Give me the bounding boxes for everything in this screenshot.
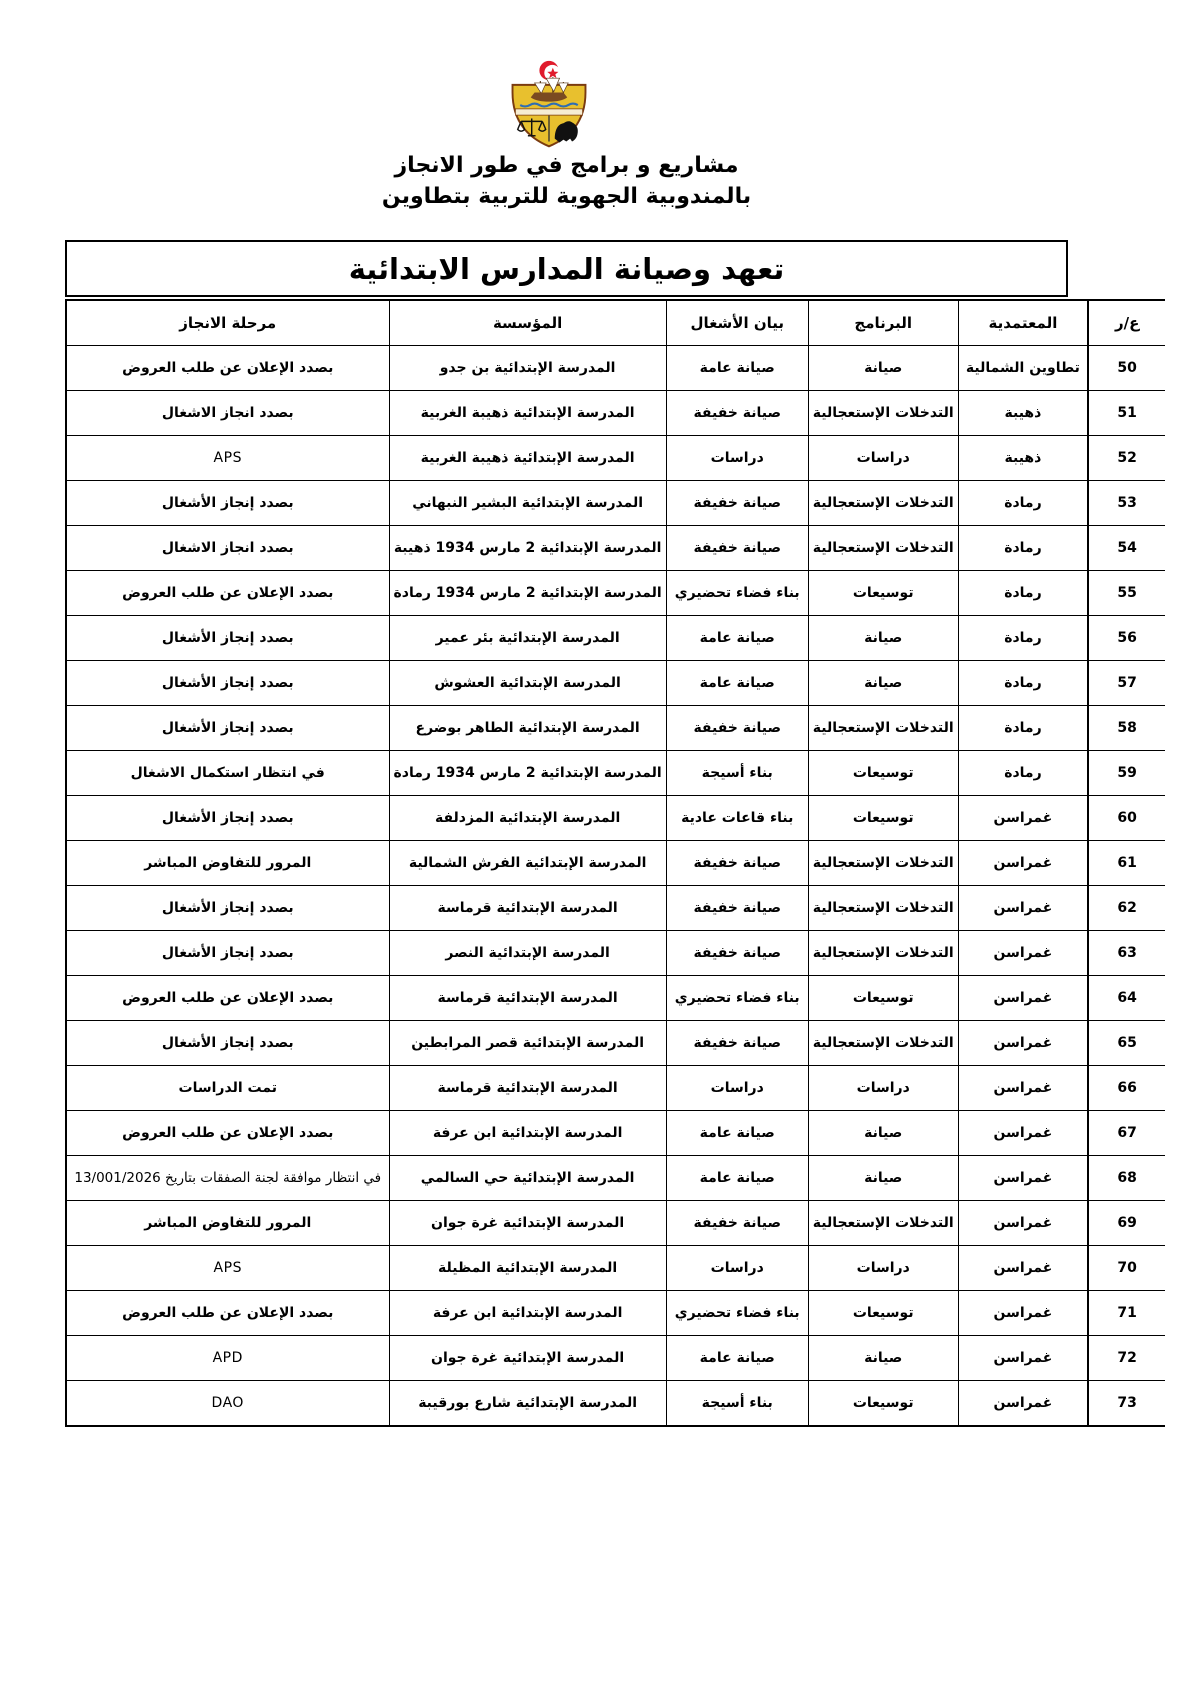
cell-num: 67 [1088,1111,1165,1156]
cell-num: 57 [1088,661,1165,706]
cell-stage: APS [66,436,389,481]
cell-works: صيانة خفيفة [666,886,808,931]
cell-delegation: غمراسن [958,841,1088,886]
cell-num: 61 [1088,841,1165,886]
cell-stage: بصدد إنجاز الأشغال [66,931,389,976]
document-heading [65,150,1068,212]
table-header-row [66,300,1165,346]
table-title: تعهد وصيانة المدارس الابتدائية [348,251,785,286]
cell-works: صيانة عامة [666,661,808,706]
cell-delegation: رمادة [958,661,1088,706]
cell-delegation: غمراسن [958,976,1088,1021]
cell-program: توسيعات [808,1381,958,1427]
column-header-program: البرنامج [808,300,958,346]
table-row [66,1156,1165,1201]
cell-works: بناء أسيجة [666,751,808,796]
cell-works: صيانة عامة [666,1111,808,1156]
cell-works: صيانة خفيفة [666,481,808,526]
cell-institution: المدرسة الإبتدائية ابن عرفة [389,1291,666,1336]
projects-table [65,299,1165,1427]
cell-works: صيانة عامة [666,346,808,391]
table-row [66,751,1165,796]
cell-num: 71 [1088,1291,1165,1336]
table-row [66,841,1165,886]
cell-num: 51 [1088,391,1165,436]
cell-institution: المدرسة الإبتدائية المزدلفة [389,796,666,841]
cell-works: بناء قاعات عادية [666,796,808,841]
cell-institution: المدرسة الإبتدائية البشير النبهاني [389,481,666,526]
cell-program: صيانة [808,346,958,391]
cell-program: التدخلات الإستعجالية [808,931,958,976]
cell-stage: DAO [66,1381,389,1427]
cell-stage: APD [66,1336,389,1381]
cell-num: 70 [1088,1246,1165,1291]
table-row [66,1066,1165,1111]
cell-works: بناء فضاء تحضيري [666,976,808,1021]
cell-institution: المدرسة الإبتدائية ذهيبة الغربية [389,391,666,436]
cell-num: 64 [1088,976,1165,1021]
cell-delegation: غمراسن [958,1381,1088,1427]
cell-delegation: غمراسن [958,931,1088,976]
cell-institution: المدرسة الإبتدائية ابن عرفة [389,1111,666,1156]
cell-delegation: غمراسن [958,1291,1088,1336]
table-row [66,346,1165,391]
cell-delegation: غمراسن [958,796,1088,841]
cell-program: دراسات [808,436,958,481]
cell-works: صيانة عامة [666,1156,808,1201]
cell-stage: بصدد الإعلان عن طلب العروض [66,346,389,391]
cell-works: بناء فضاء تحضيري [666,1291,808,1336]
cell-institution: المدرسة الإبتدائية المظيلة [389,1246,666,1291]
cell-institution: المدرسة الإبتدائية شارع بورقيبة [389,1381,666,1427]
cell-institution: المدرسة الإبتدائية ذهيبة الغربية [389,436,666,481]
cell-stage: في انتظار موافقة لجنة الصفقات بتاريخ 13/001/2026 [66,1156,389,1201]
cell-institution: المدرسة الإبتدائية 2 مارس 1934 ذهيبة [389,526,666,571]
cell-works: صيانة خفيفة [666,1021,808,1066]
cell-program: التدخلات الإستعجالية [808,481,958,526]
cell-stage: بصدد انجاز الاشغال [66,391,389,436]
column-header-stage: مرحلة الانجاز [66,300,389,346]
cell-delegation: تطاوين الشمالية [958,346,1088,391]
table-row [66,1381,1165,1427]
cell-program: توسيعات [808,1291,958,1336]
cell-delegation: رمادة [958,571,1088,616]
cell-num: 55 [1088,571,1165,616]
cell-program: التدخلات الإستعجالية [808,1021,958,1066]
cell-stage: بصدد إنجاز الأشغال [66,886,389,931]
cell-program: صيانة [808,1111,958,1156]
cell-institution: المدرسة الإبتدائية النصر [389,931,666,976]
cell-num: 65 [1088,1021,1165,1066]
column-header-num: ع/ر [1088,300,1165,346]
cell-stage: بصدد انجاز الاشغال [66,526,389,571]
cell-num: 53 [1088,481,1165,526]
cell-num: 60 [1088,796,1165,841]
cell-delegation: رمادة [958,526,1088,571]
cell-delegation: رمادة [958,706,1088,751]
table-row [66,886,1165,931]
cell-num: 72 [1088,1336,1165,1381]
cell-works: بناء أسيجة [666,1381,808,1427]
cell-works: صيانة عامة [666,1336,808,1381]
cell-works: بناء فضاء تحضيري [666,571,808,616]
cell-stage: في انتظار استكمال الاشغال [66,751,389,796]
cell-works: صيانة خفيفة [666,841,808,886]
table-row [66,661,1165,706]
cell-num: 62 [1088,886,1165,931]
cell-stage: بصدد الإعلان عن طلب العروض [66,1291,389,1336]
cell-stage: بصدد إنجاز الأشغال [66,1021,389,1066]
cell-stage: تمت الدراسات [66,1066,389,1111]
cell-program: التدخلات الإستعجالية [808,1201,958,1246]
cell-delegation: رمادة [958,751,1088,796]
cell-num: 73 [1088,1381,1165,1427]
column-header-delegation: المعتمدية [958,300,1088,346]
cell-num: 66 [1088,1066,1165,1111]
cell-program: دراسات [808,1246,958,1291]
table-row [66,391,1165,436]
cell-stage: APS [66,1246,389,1291]
cell-institution: المدرسة الإبتدائية العشوش [389,661,666,706]
cell-delegation: غمراسن [958,1021,1088,1066]
cell-institution: المدرسة الإبتدائية غرة جوان [389,1336,666,1381]
cell-institution: المدرسة الإبتدائية بئر عمير [389,616,666,661]
cell-program: توسيعات [808,976,958,1021]
cell-program: توسيعات [808,796,958,841]
cell-stage: بصدد الإعلان عن طلب العروض [66,571,389,616]
cell-program: توسيعات [808,751,958,796]
cell-num: 56 [1088,616,1165,661]
heading-line-2: بالمندوبية الجهوية للتربية بتطاوين [381,184,752,209]
table-row [66,526,1165,571]
cell-delegation: غمراسن [958,1201,1088,1246]
cell-program: التدخلات الإستعجالية [808,526,958,571]
cell-works: دراسات [666,436,808,481]
cell-program: التدخلات الإستعجالية [808,841,958,886]
table-row [66,1111,1165,1156]
cell-stage: بصدد إنجاز الأشغال [66,706,389,751]
cell-delegation: غمراسن [958,1156,1088,1201]
table-row [66,1246,1165,1291]
cell-program: التدخلات الإستعجالية [808,391,958,436]
cell-delegation: غمراسن [958,1066,1088,1111]
cell-delegation: غمراسن [958,1336,1088,1381]
cell-stage: المرور للتفاوض المباشر [66,1201,389,1246]
cell-works: صيانة خفيفة [666,526,808,571]
cell-institution: المدرسة الإبتدائية حي السالمي [389,1156,666,1201]
cell-num: 50 [1088,346,1165,391]
cell-delegation: غمراسن [958,1246,1088,1291]
table-title-box [65,240,1068,297]
table-row [66,706,1165,751]
table-row [66,616,1165,661]
cell-num: 69 [1088,1201,1165,1246]
cell-stage: بصدد إنجاز الأشغال [66,796,389,841]
table-row [66,931,1165,976]
cell-works: صيانة خفيفة [666,931,808,976]
cell-program: التدخلات الإستعجالية [808,886,958,931]
cell-stage: المرور للتفاوض المباشر [66,841,389,886]
cell-institution: المدرسة الإبتدائية قرماسة [389,1066,666,1111]
cell-stage: بصدد إنجاز الأشغال [66,481,389,526]
cell-works: صيانة عامة [666,616,808,661]
cell-works: دراسات [666,1246,808,1291]
cell-delegation: رمادة [958,616,1088,661]
table-row [66,436,1165,481]
table-row [66,1021,1165,1066]
table-row [66,796,1165,841]
cell-institution: المدرسة الإبتدائية قرماسة [389,886,666,931]
cell-delegation: غمراسن [958,886,1088,931]
cell-institution: المدرسة الإبتدائية الطاهر بوضرع [389,706,666,751]
cell-institution: المدرسة الإبتدائية بن جدو [389,346,666,391]
cell-works: صيانة خفيفة [666,391,808,436]
heading-line-1: مشاريع و برامج في طور الانجاز [394,153,739,178]
table-row [66,481,1165,526]
cell-works: صيانة خفيفة [666,706,808,751]
cell-num: 59 [1088,751,1165,796]
cell-delegation: ذهيبة [958,436,1088,481]
cell-num: 58 [1088,706,1165,751]
table-row [66,1336,1165,1381]
cell-program: صيانة [808,1336,958,1381]
tunisia-coat-of-arms-icon [490,58,608,154]
table-row [66,976,1165,1021]
cell-program: توسيعات [808,571,958,616]
cell-institution: المدرسة الإبتدائية 2 مارس 1934 رمادة [389,751,666,796]
column-header-works: بيان الأشغال [666,300,808,346]
table-row [66,571,1165,616]
cell-delegation: ذهيبة [958,391,1088,436]
cell-program: صيانة [808,661,958,706]
cell-stage: بصدد إنجاز الأشغال [66,616,389,661]
column-header-institution: المؤسسة [389,300,666,346]
cell-num: 52 [1088,436,1165,481]
cell-num: 68 [1088,1156,1165,1201]
cell-stage: بصدد الإعلان عن طلب العروض [66,976,389,1021]
cell-institution: المدرسة الإبتدائية 2 مارس 1934 رمادة [389,571,666,616]
cell-institution: المدرسة الإبتدائية قصر المرابطين [389,1021,666,1066]
cell-institution: المدرسة الإبتدائية قرماسة [389,976,666,1021]
cell-stage: بصدد إنجاز الأشغال [66,661,389,706]
cell-num: 63 [1088,931,1165,976]
cell-works: صيانة خفيفة [666,1201,808,1246]
cell-stage: بصدد الإعلان عن طلب العروض [66,1111,389,1156]
table-row [66,1201,1165,1246]
cell-institution: المدرسة الإبتدائية الفرش الشمالية [389,841,666,886]
cell-delegation: رمادة [958,481,1088,526]
cell-program: التدخلات الإستعجالية [808,706,958,751]
cell-program: صيانة [808,616,958,661]
cell-works: دراسات [666,1066,808,1111]
table-row [66,1291,1165,1336]
cell-delegation: غمراسن [958,1111,1088,1156]
cell-program: دراسات [808,1066,958,1111]
cell-num: 54 [1088,526,1165,571]
cell-program: صيانة [808,1156,958,1201]
cell-institution: المدرسة الإبتدائية غرة جوان [389,1201,666,1246]
